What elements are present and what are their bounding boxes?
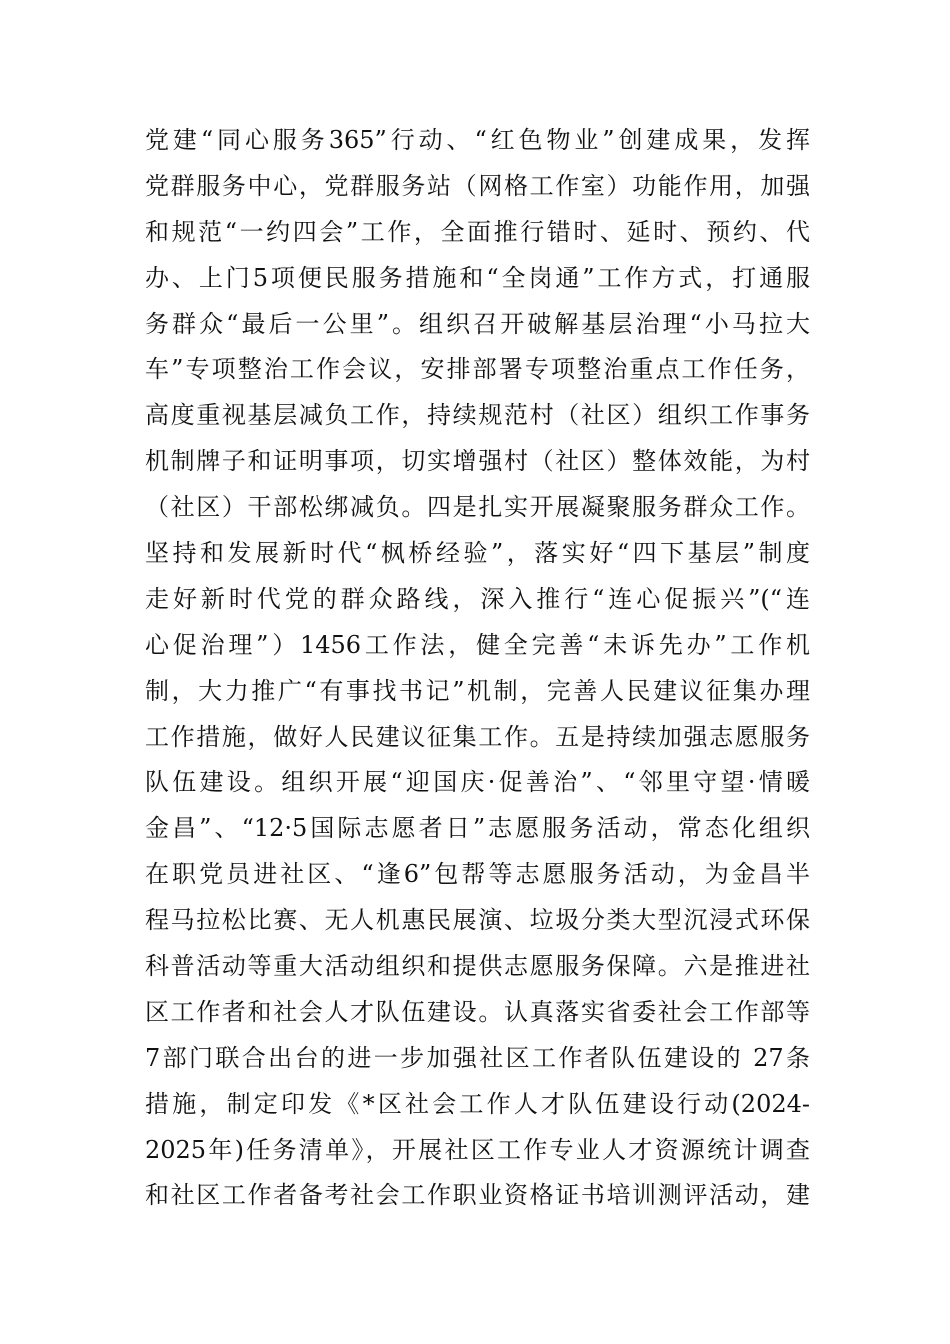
text-line: 在职党员进社区、“逢6”包帮等志愿服务活动，为金昌半 xyxy=(145,860,810,889)
text-line: 党群服务中心，党群服务站（网格工作室）功能作用，加强 xyxy=(145,171,810,200)
text-line: 区工作者和社会人才队伍建设。认真落实省委社会工作部等 xyxy=(145,997,810,1026)
text-line: 队伍建设。组织开展“迎国庆·促善治”、“邻里守望·情暖 xyxy=(145,768,810,797)
text-line: 7部门联合出台的进一步加强社区工作者队伍建设的 27条 xyxy=(145,1043,810,1072)
text-line: 科普活动等重大活动组织和提供志愿服务保障。六是推进社 xyxy=(145,952,810,981)
text-line: 程马拉松比赛、无人机惠民展演、垃圾分类大型沉浸式环保 xyxy=(145,906,810,935)
text-line: 高度重视基层减负工作，持续规范村（社区）组织工作事务 xyxy=(145,401,810,430)
text-line: 党建“同心服务365”行动、“红色物业”创建成果，发挥 xyxy=(145,126,810,154)
text-line: 和社区工作者备考社会工作职业资格证书培训测评活动，建 xyxy=(145,1181,810,1210)
text-line: 2025年)任务清单》，开展社区工作专业人才资源统计调查 xyxy=(145,1135,810,1164)
text-line: 机制牌子和证明事项，切实增强村（社区）整体效能，为村 xyxy=(145,447,810,476)
text-line: 务群众“最后一公里”。组织召开破解基层治理“小马拉大 xyxy=(145,309,810,338)
body-text xyxy=(145,118,810,1219)
text-line: 走好新时代党的群众路线，深入推行“连心促振兴”(“连 xyxy=(145,584,810,613)
text-line: 工作措施，做好人民建议征集工作。五是持续加强志愿服务 xyxy=(145,722,810,751)
text-line: 金昌”、“12·5国际志愿者日”志愿服务活动，常态化组织 xyxy=(145,814,810,843)
text-line: 车”专项整治工作会议，安排部署专项整治重点工作任务， xyxy=(145,355,810,384)
text-line: 心促治理”）1456工作法，健全完善“未诉先办”工作机 xyxy=(145,630,810,659)
text-line: 办、上门5项便民服务措施和“全岗通”工作方式，打通服 xyxy=(145,263,810,292)
text-line: 坚持和发展新时代“枫桥经验”，落实好“四下基层”制度 xyxy=(145,539,810,568)
text-line: 措施，制定印发《*区社会工作人才队伍建设行动(2024- xyxy=(145,1089,810,1118)
text-line: （社区）干部松绑减负。四是扎实开展凝聚服务群众工作。 xyxy=(145,493,810,522)
text-line: 制，大力推广“有事找书记”机制，完善人民建议征集办理 xyxy=(145,676,810,705)
text-line: 和规范“一约四会”工作，全面推行错时、延时、预约、代 xyxy=(145,217,810,246)
